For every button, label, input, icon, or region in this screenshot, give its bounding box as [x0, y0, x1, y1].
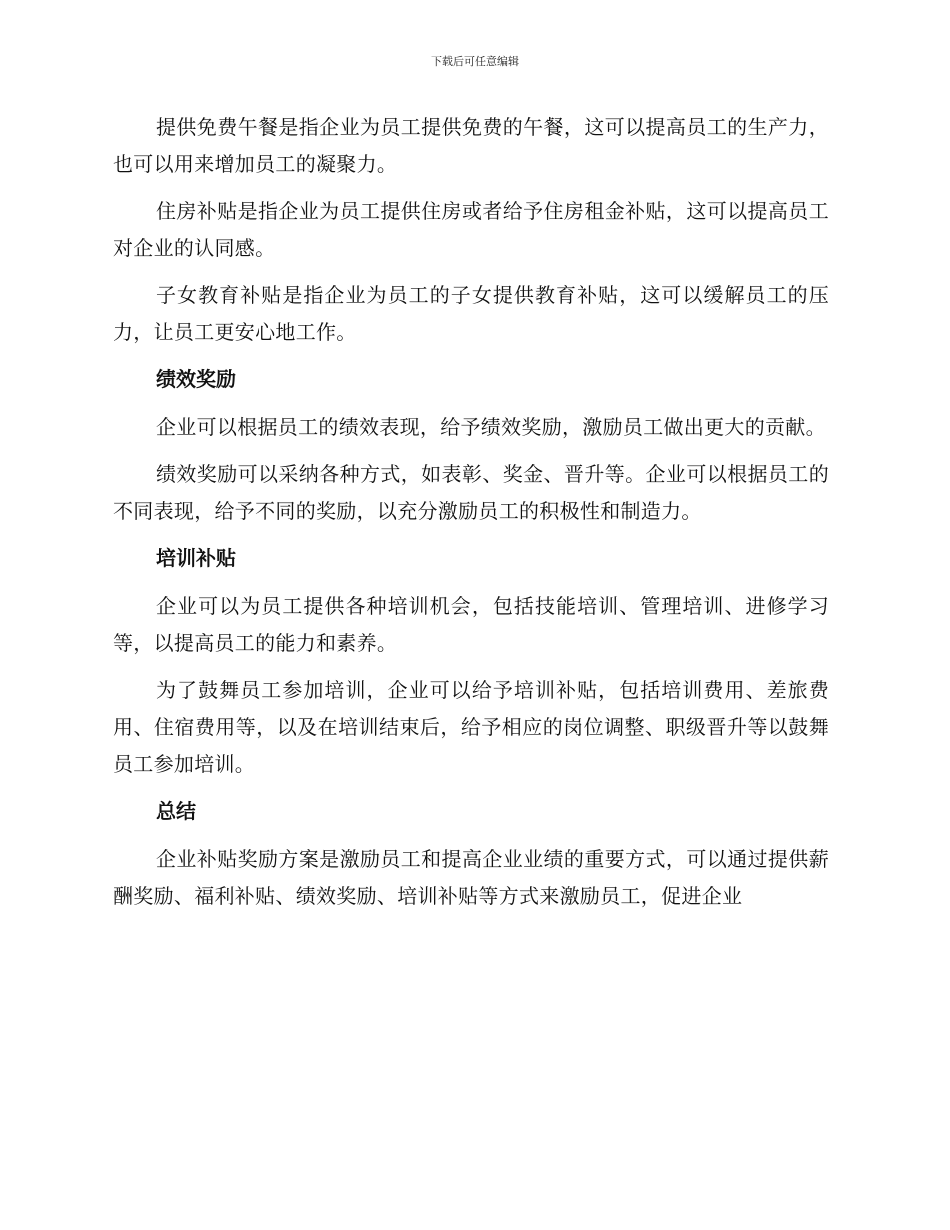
paragraph-performance-2: 绩效奖励可以采纳各种方式，如表彰、奖金、晋升等。企业可以根据员工的不同表现，给予不同的奖励，以充分激励员工的积极性和制造力。 — [113, 462, 829, 523]
paragraph-performance-1: 企业可以根据员工的绩效表现，给予绩效奖励，激励员工做出更大的贡献。 — [156, 415, 826, 439]
section-heading-training: 培训补贴 — [156, 546, 236, 570]
paragraph-education-subsidy: 子女教育补贴是指企业为员工的子女提供教育补贴，这可以缓解员工的压力，让员工更安心地工作。 — [113, 283, 829, 344]
document-body — [113, 109, 829, 925]
paragraph-training-1: 企业可以为员工提供各种培训机会，包括技能培训、管理培训、进修学习等，以提高员工的能力和素养。 — [113, 594, 829, 655]
paragraph-training-2: 为了鼓舞员工参加培训，企业可以给予培训补贴，包括培训费用、差旅费用、住宿费用等，以及在培训结束后，给予相应的岗位调整、职级晋升等以鼓舞员工参加培训。 — [113, 678, 829, 776]
section-heading-summary: 总结 — [156, 799, 196, 823]
section-heading-performance: 绩效奖励 — [156, 367, 236, 391]
paragraph-summary: 企业补贴奖励方案是激励员工和提高企业业绩的重要方式，可以通过提供薪酬奖励、福利补贴、绩效奖励、培训补贴等方式来激励员工，促进企业 — [113, 847, 829, 908]
paragraph-free-lunch: 提供免费午餐是指企业为员工提供免费的午餐，这可以提高员工的生产力，也可以用来增加员工的凝聚力。 — [113, 115, 829, 176]
header-note: 下载后可任意编辑 — [431, 55, 519, 68]
paragraph-housing-subsidy: 住房补贴是指企业为员工提供住房或者给予住房租金补贴，这可以提高员工对企业的认同感。 — [113, 199, 829, 260]
